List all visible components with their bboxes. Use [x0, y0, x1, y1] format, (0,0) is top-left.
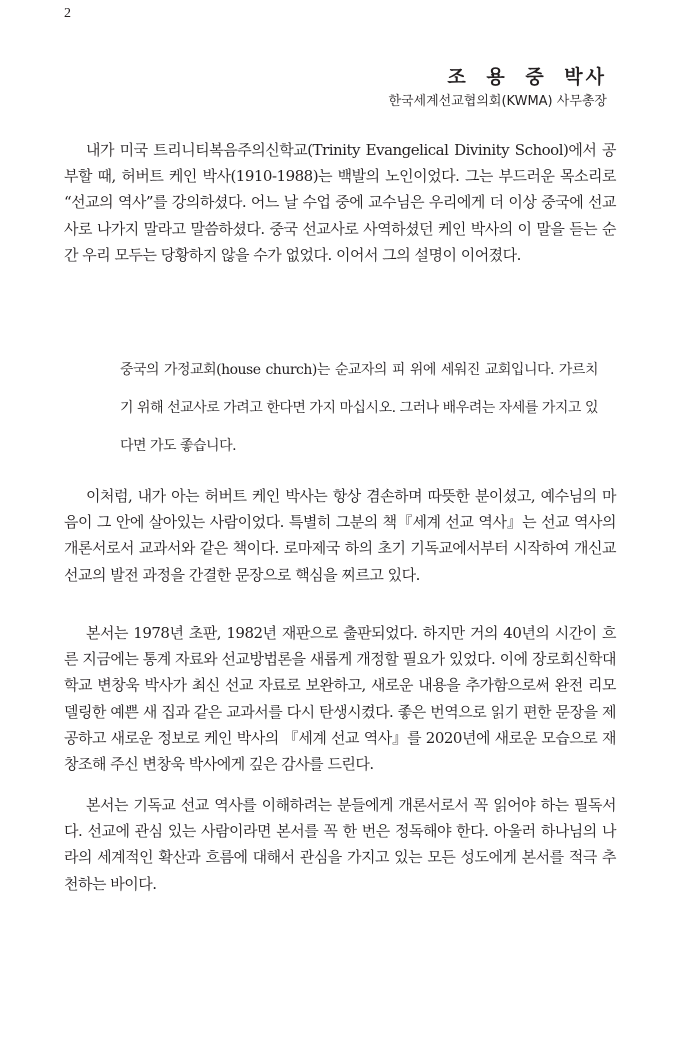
- paragraph-revision: 본서는 1978년 초판, 1982년 재판으로 출판되었다. 하지만 거의 40년의 시간이 흐른 지금에는 통계 자료와 선교방법론을 새롭게 개정할 필요가 있었다. 이에 장로회신학대학교 변창욱 박사가 최신 선교 자료로 보완하고, 새로운 내용을 추가함으로써 완전 리모델링한 예쁜 새 집과 같은 교과서를 다시 탄생시켰다. 좋은 번역으로 읽기 편한 문장을 제공하고 새로운 정보로 케인 박사의 『세계 선교 역사』를 2020년에 새로운 모습으로 재창조해 주신 변창욱 박사에게 깊은 감사를 드린다.: [64, 624, 616, 774]
- paragraph-about-author: 이처럼, 내가 아는 허버트 케인 박사는 항상 겸손하며 따뜻한 분이셨고, 예수님의 마음이 그 안에 살아있는 사람이었다. 특별히 그분의 책『세계 선교 역사』는 선교 역사의 개론서로서 교과서와 같은 책이다. 로마제국 하의 초기 기독교에서부터 시작하여 개신교 선교의 발전 과정을 간결한 문장으로 핵심을 찌르고 있다.: [64, 487, 616, 584]
- page-number: 2: [64, 6, 71, 21]
- paragraph-recommendation: 본서는 기독교 선교 역사를 이해하려는 분들에게 개론서로서 꼭 읽어야 하는 필독서다. 선교에 관심 있는 사람이라면 본서를 꼭 한 번은 정독해야 한다. 아울러 하나님의 나라의 세계적인 확산과 흐름에 대해서 관심을 가지고 있는 모든 성도에게 본서를 적극 추천하는 바이다.: [64, 796, 616, 893]
- author-title: 한국세계선교협의회(KWMA) 사무총장: [388, 94, 607, 109]
- author-name: 조 용 중 박사: [447, 66, 607, 88]
- paragraph-intro: 내가 미국 트리니티복음주의신학교(Trinity Evangelical Divinity School)에서 공부할 때, 허버트 케인 박사(1910-1988)는 백발의 노인이었다. 그는 부드러운 목소리로 “선교의 역사”를 강의하셨다. 어느 날 수업 중에 교수님은 우리에게 더 이상 중국에 선교사로 나가지 말라고 말씀하셨다. 중국 선교사로 사역하셨던 케인 박사의 이 말을 듣는 순간 우리 모두는 당황하지 않을 수가 없었다. 이어서 그의 설명이 이어졌다.: [64, 141, 616, 264]
- block-quote: 중국의 가정교회(house church)는 순교자의 피 위에 세워진 교회입니다. 가르치기 위해 선교사로 가려고 한다면 가지 마십시오. 그러나 배우려는 자세를 가지고 있다면 가도 좋습니다.: [120, 362, 598, 454]
- author-block: [388, 64, 607, 112]
